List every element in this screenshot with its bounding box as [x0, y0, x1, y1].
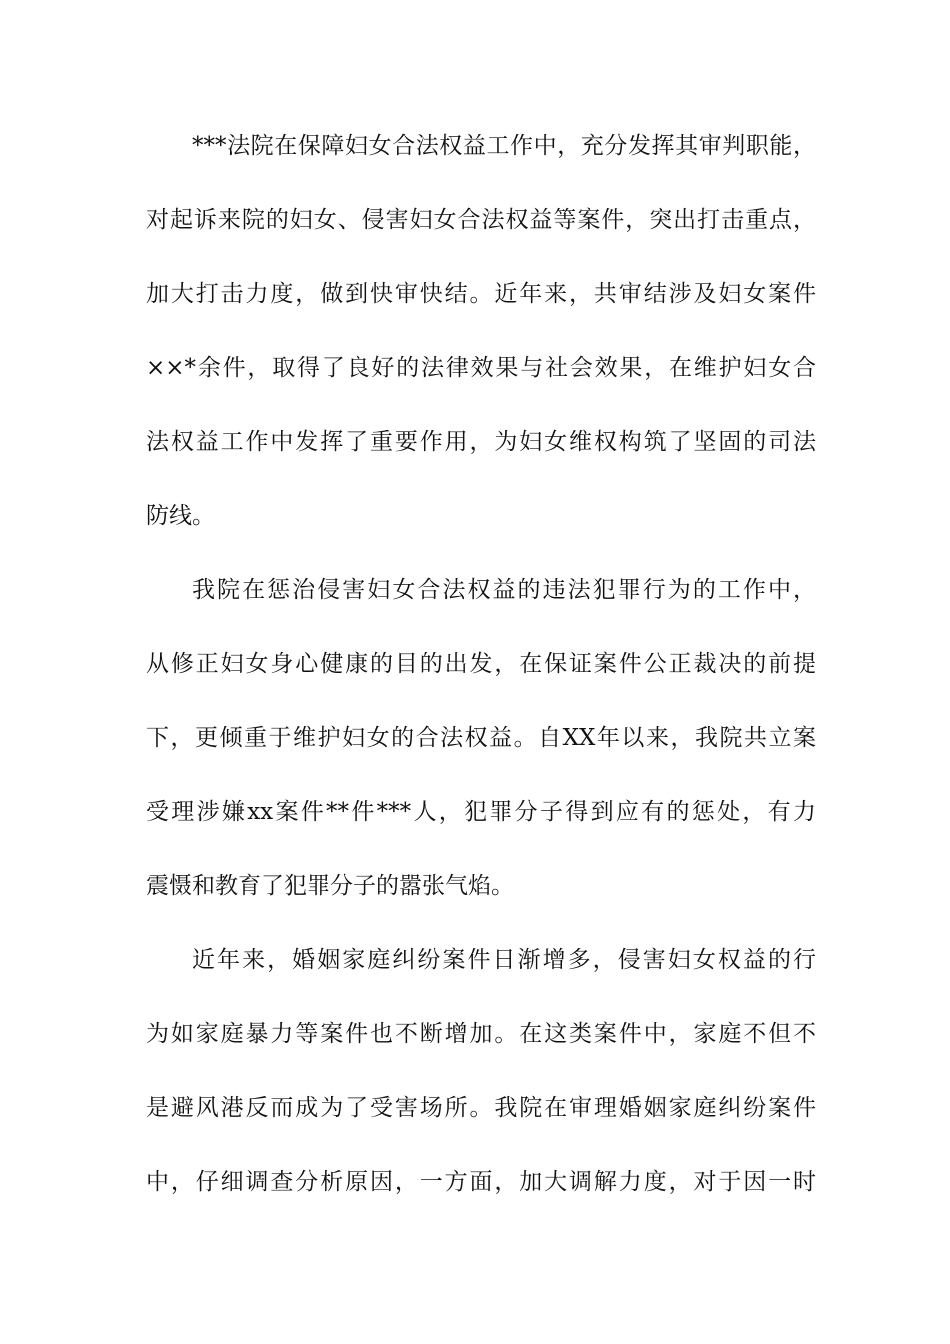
paragraph-line: 对起诉来院的妇女、侵害妇女合法权益等案件，突出打击重点， — [146, 207, 816, 233]
paragraph-line: 震慑和教育了犯罪分子的嚣张气焰。 — [146, 873, 514, 899]
body-text — [146, 128, 816, 1238]
paragraph-line: 法权益工作中发挥了重要作用，为妇女维权构筑了坚固的司法 — [146, 429, 816, 455]
paragraph-line: 防线。 — [146, 503, 215, 529]
paragraph-line: 中，仔细调查分析原因，一方面，加大调解力度，对于因一时 — [146, 1169, 816, 1195]
paragraph-line: 为如家庭暴力等案件也不断增加。在这类案件中，家庭不但不 — [146, 1021, 816, 1047]
paragraph-3 — [146, 942, 816, 1201]
paragraph-line: ***法院在保障妇女合法权益工作中，充分发挥其审判职能， — [192, 133, 816, 159]
paragraph-2 — [146, 572, 816, 905]
paragraph-line: 我院在惩治侵害妇女合法权益的违法犯罪行为的工作中， — [192, 577, 816, 603]
paragraph-line: 受理涉嫌xx案件**件***人，犯罪分子得到应有的惩处，有力 — [146, 799, 816, 825]
paragraph-1 — [146, 128, 816, 535]
paragraph-line: 近年来，婚姻家庭纠纷案件日渐增多，侵害妇女权益的行 — [192, 947, 816, 973]
paragraph-line: 是避风港反而成为了受害场所。我院在审理婚姻家庭纠纷案件 — [146, 1095, 816, 1121]
paragraph-line: 下，更倾重于维护妇女的合法权益。自XX年以来，我院共立案 — [146, 725, 816, 751]
paragraph-line: 加大打击力度，做到快审快结。近年来，共审结涉及妇女案件 — [146, 281, 816, 307]
paragraph-line: ××*余件，取得了良好的法律效果与社会效果，在维护妇女合 — [146, 355, 816, 381]
paragraph-line: 从修正妇女身心健康的目的出发，在保证案件公正裁决的前提 — [146, 651, 816, 677]
